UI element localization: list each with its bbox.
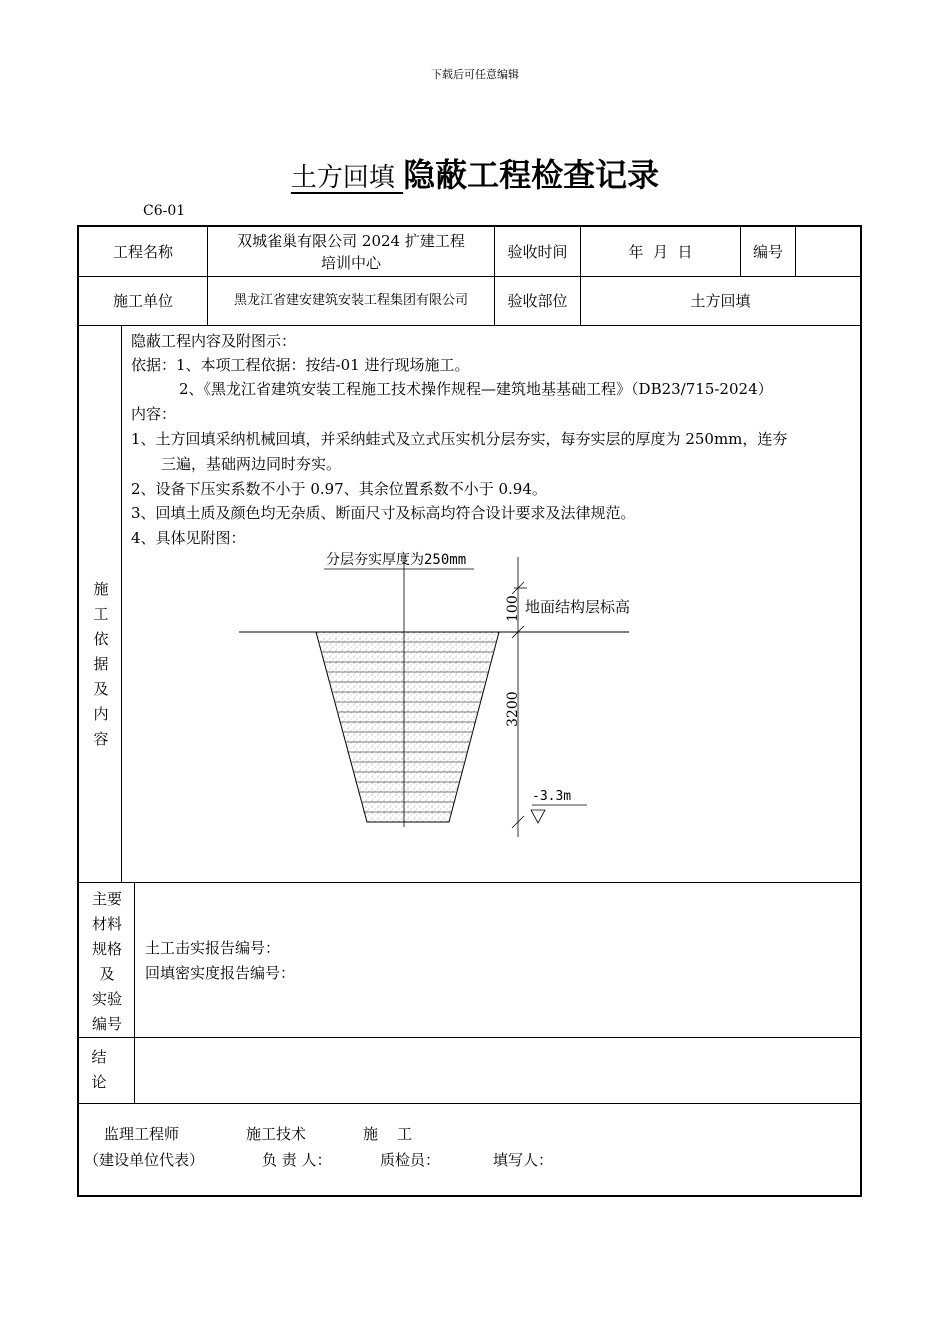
basis-line-1: 依据：1、本项工程依据：按结-01 进行现场施工。: [131, 356, 470, 374]
project-name-line1: 双城雀巢有限公司 2024 扩建工程: [237, 231, 465, 250]
side-line: 结: [91, 1048, 107, 1066]
basis-side-label: [89, 577, 113, 752]
supervisor-label: 监理工程师: [104, 1125, 180, 1143]
side-char: 工: [93, 605, 109, 623]
materials-side-label: [91, 887, 123, 1037]
side-char: 容: [93, 730, 109, 748]
number-value[interactable]: [796, 227, 860, 276]
trench-fill: [316, 632, 499, 822]
acceptance-part-label: 验收部位: [507, 292, 568, 310]
tech-lead-label: 施工技术: [246, 1125, 307, 1143]
inspector-label: 质检员：: [380, 1151, 441, 1169]
conclusion-side-label: [87, 1045, 111, 1095]
basis-line-heading: 隐蔽工程内容及附图示：: [131, 332, 297, 350]
side-line: 规格: [91, 940, 122, 958]
content-item-3: 3、回填土质及颜色均无杂质、断面尺寸及标高均符合设计要求及法律规范。: [131, 504, 636, 522]
page-title: [0, 150, 950, 196]
backfill-section-diagram: [239, 542, 639, 842]
dim-100-label: 100: [505, 595, 521, 622]
row2-divider: [79, 325, 860, 326]
side-char: 据: [93, 655, 109, 673]
filler-label: 填写人：: [493, 1151, 554, 1169]
side-char: 依: [93, 630, 109, 648]
side-char: 及: [93, 680, 109, 698]
project-name-label: 工程名称: [112, 242, 173, 261]
ground-level-label: 地面结构层标高: [525, 598, 631, 616]
elevation-marker-icon: [531, 810, 545, 823]
bottom-elevation-label: -3.3m: [532, 789, 572, 804]
acceptance-time-value[interactable]: 年 月 日: [628, 242, 693, 261]
project-name-value: [208, 227, 494, 276]
content-heading: 内容：: [131, 405, 177, 423]
content-item-1-cont: 三遍，基础两边同时夯实。: [161, 455, 342, 473]
header-note: 下载后可任意编辑: [431, 68, 519, 81]
side-line: 及: [99, 965, 115, 983]
conclusion-divider: [79, 1103, 860, 1104]
acceptance-part-value: 土方回填: [690, 292, 751, 310]
side-line: 材料: [91, 915, 122, 933]
contractor-value: 黑龙江省建安建筑安装工程集团有限公司: [233, 293, 468, 308]
supervisor-sub-label: （建设单位代表）: [84, 1151, 205, 1169]
form-code: C6-01: [143, 203, 186, 219]
content-item-2: 2、设备下压实系数不小于 0.97、其余位置系数不小于 0.94。: [131, 480, 547, 498]
basis-side-divider: [121, 325, 122, 882]
acceptance-time-label: 验收时间: [507, 242, 568, 261]
tech-lead-sub-label: 负 责 人：: [262, 1151, 332, 1169]
content-item-1: 1、土方回填采纳机械回填，并采纳蛙式及立式压实机分层夯实，每夯实层的厚度为 250mm，连夯: [131, 430, 788, 448]
compaction-report-number[interactable]: 土工击实报告编号：: [145, 939, 281, 957]
content-item-4: 4、具体见附图：: [131, 529, 246, 547]
dim-3200-label: 3200: [505, 691, 521, 727]
record-table: [77, 225, 862, 1197]
side-line: 论: [91, 1073, 107, 1091]
conclusion-field[interactable]: [135, 1038, 860, 1103]
contractor-label: 施工单位: [112, 292, 173, 310]
title-main: 隐蔽工程检查记录: [403, 156, 660, 194]
title-underlined-part: 土方回填: [290, 163, 404, 193]
side-line: 编号: [91, 1015, 122, 1033]
side-char: 施: [93, 580, 109, 598]
density-report-number[interactable]: 回填密实度报告编号：: [145, 964, 296, 982]
number-label: 编号: [752, 242, 783, 261]
side-line: 实验: [91, 990, 122, 1008]
basis-divider: [79, 882, 860, 883]
project-name-line2: 培训中心: [320, 253, 381, 272]
basis-line-2: 2、《黑龙江省建筑安装工程施工技术操作规程—建筑地基基础工程》（DB23/715-2024）: [179, 380, 773, 398]
side-line: 主要: [91, 890, 122, 908]
construction-label: 施 工: [363, 1125, 413, 1143]
layer-thickness-label: 分层夯实厚度为250mm: [326, 552, 467, 568]
side-char: 内: [93, 705, 109, 723]
